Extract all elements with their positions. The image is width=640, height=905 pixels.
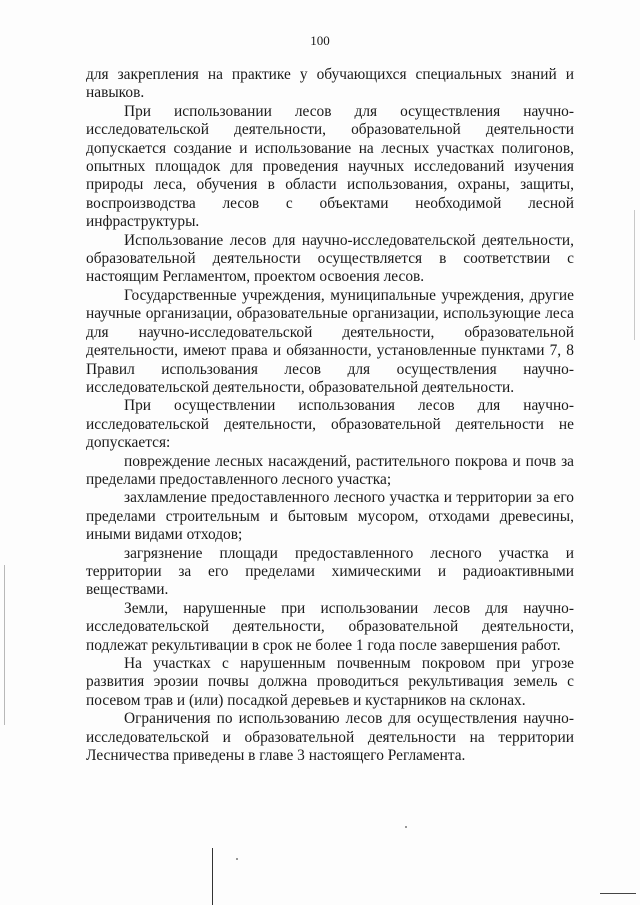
paragraph-continuation: для закрепления на практике у обучающихся специальных знаний и навыков.: [86, 66, 574, 102]
scan-artifact-vertical-line: [212, 848, 213, 905]
paragraph-regulation: Использование лесов для научно-исследовательской деятельности, образовательной деятельности осуществляется в соответствии с настоящим Регламентом, проектом освоения лесов.: [86, 231, 574, 286]
scan-artifact-corner-mark: [600, 893, 636, 894]
paragraph-prohibited-damage: повреждение лесных насаждений, растительного покрова и почв за пределами предоставленного лесного участка;: [86, 452, 574, 488]
paragraph-polygons: При использовании лесов для осуществления научно-исследовательской деятельности, образовательной деятельности допускается создание и использование на лесных участках полигонов, опытных площадок для проведения научных исследований изучения природы леса, обучения в области использования, охраны, защиты, воспроизводства лесов с объектами необходимой лесной инфраструктуры.: [86, 102, 574, 231]
scan-edge-line-right: [634, 210, 635, 340]
scan-speck: [405, 826, 407, 828]
paragraph-erosion: На участках с нарушенным почвенным покровом при угрозе развития эрозии почвы должна проводиться рекультивация земель с посевом трав и (или) посадкой деревьев и кустарников на склонах.: [86, 655, 574, 709]
paragraph-prohibited-intro: При осуществлении использования лесов для научно-исследовательской деятельности, образовательной деятельности не допускается:: [86, 397, 574, 452]
paragraph-restrictions: Ограничения по использованию лесов для осуществления научно-исследовательской и образовательной деятельности на территории Лесничества приведены в главе 3 настоящего Регламента.: [86, 710, 574, 765]
paragraph-prohibited-littering: захламление предоставленного лесного участка и территории за его пределами строительным и бытовым мусором, отходами древесины, иными видами отходов;: [86, 489, 574, 544]
paragraph-recultivation: Земли, нарушенные при использовании лесов для научно-исследовательской деятельности, образовательной деятельности, подлежат рекультивации в срок не более 1 года после завершения работ.: [86, 599, 574, 654]
scan-speck: [236, 858, 238, 860]
document-body: [86, 66, 574, 765]
page-number: 100: [310, 33, 330, 48]
paragraph-rights: Государственные учреждения, муниципальные учреждения, другие научные организации, образовательные организации, использующие леса для научно-исследовательской деятельности, образовательной деятельности, имеют права и обязанности, установленные пунктами 7, 8 Правил использования лесов для осуществления научно-исследовательской деятельности, образовательной деятельности.: [86, 286, 574, 396]
paragraph-prohibited-pollution: загрязнение площади предоставленного лесного участка и территории за его пределами химическими и радиоактивными веществами.: [86, 544, 574, 599]
scan-edge-line-left: [4, 565, 5, 725]
